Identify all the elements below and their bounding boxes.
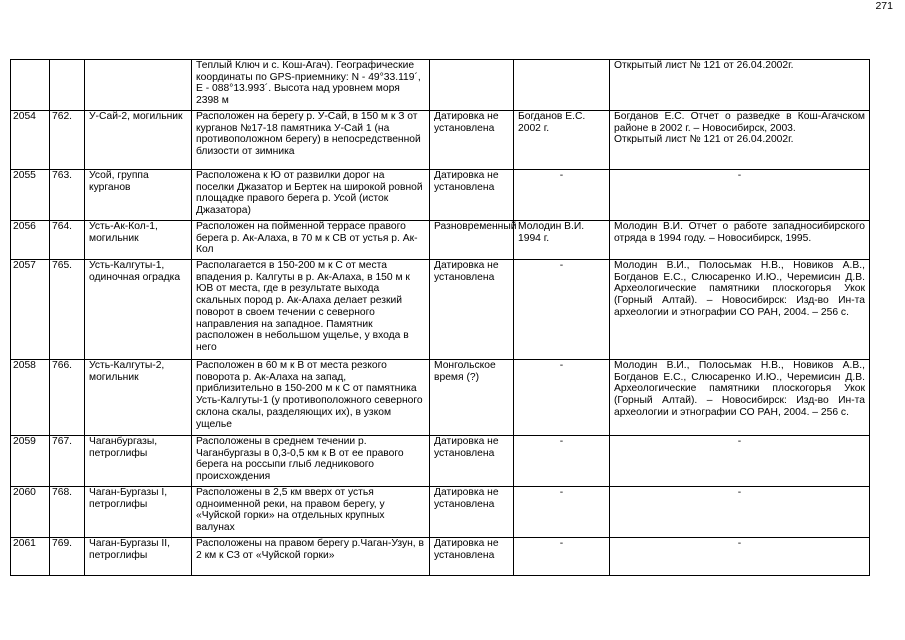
cell-source: [610, 221, 870, 260]
cell-name: [85, 60, 192, 111]
table-row: [11, 260, 870, 360]
cell-name: Усть-Калгуты-2, могильник: [85, 360, 192, 436]
cell-number: 2056: [11, 221, 50, 260]
cell-number: 2059: [11, 436, 50, 487]
table-row: [11, 360, 870, 436]
cell-sub-number: 765.: [50, 260, 85, 360]
cell-author: -: [514, 260, 610, 360]
cell-dating: Датировка не установлена: [430, 436, 514, 487]
cell-source: [610, 111, 870, 170]
table-row: [11, 487, 870, 538]
cell-author: -: [514, 170, 610, 221]
cell-dating: [430, 60, 514, 111]
cell-location: Расположены в 2,5 км вверх от устья одноименной реки, на правом берегу, у «Чуйской горки» на отдельных крупных валунах: [192, 487, 430, 538]
cell-author: -: [514, 487, 610, 538]
cell-dating: Датировка не установлена: [430, 111, 514, 170]
cell-number: 2060: [11, 487, 50, 538]
cell-dating: Датировка не установлена: [430, 538, 514, 576]
source-line: Открытый лист № 121 от 26.04.2002г.: [614, 134, 794, 146]
source-line: Открытый лист № 121 от 26.04.2002г.: [614, 60, 794, 71]
cell-source: [610, 538, 870, 576]
monuments-table: [10, 59, 870, 576]
cell-source: [610, 487, 870, 538]
cell-dating: Монгольское время (?): [430, 360, 514, 436]
source-line: Молодин В.И. Отчет о работе западносибирского отряда в 1994 году. – Новосибирск, 1995.: [614, 221, 865, 244]
cell-dating: Датировка не установлена: [430, 487, 514, 538]
cell-author: -: [514, 360, 610, 436]
source-line: -: [737, 538, 742, 549]
cell-author: Богданов Е.С. 2002 г.: [514, 111, 610, 170]
table-row: [11, 170, 870, 221]
page-number: 271: [875, 0, 893, 12]
cell-number: 2061: [11, 538, 50, 576]
table-row-continuation: [11, 60, 870, 111]
cell-location: Расположен в 60 м к В от места резкого поворота р. Ак-Алаха на запад, приблизительно в 150-200 м к С от памятника Усть-Калгуты-1 (у противоположного северного склона скалы, разделяющих их), в узком ущелье: [192, 360, 430, 436]
cell-dating: Датировка не установлена: [430, 170, 514, 221]
cell-name: Чаганбургазы, петроглифы: [85, 436, 192, 487]
table-row: [11, 538, 870, 576]
table-row: [11, 436, 870, 487]
cell-sub-number: 768.: [50, 487, 85, 538]
cell-location: Расположены в среднем течении р. Чаганбургазы в 0,3-0,5 км к В от ее правого берега на россыпи глыб ледникового происхождения: [192, 436, 430, 487]
cell-location: Располагается в 150-200 м к С от места впадения р. Калгуты в р. Ак-Алаха, в 150 м к ЮВ от места, где в результате выхода скальных пород р. Ак-Алаха делает резкий поворот в своем течении с северного направления на западное. Памятник расположен в небольшом ущелье, у входа в него: [192, 260, 430, 360]
cell-number: 2054: [11, 111, 50, 170]
cell-sub-number: 769.: [50, 538, 85, 576]
cell-dating: Датировка не установлена: [430, 260, 514, 360]
cell-number: [11, 60, 50, 111]
cell-sub-number: 763.: [50, 170, 85, 221]
cell-author: -: [514, 538, 610, 576]
cell-name: У-Сай-2, могильник: [85, 111, 192, 170]
table-row: [11, 111, 870, 170]
cell-source: [610, 260, 870, 360]
cell-location: Расположен на берегу р. У-Сай, в 150 м к З от курганов №17-18 памятника У-Сай 1 (на противоположном берегу) в непосредственной близости от зимника: [192, 111, 430, 170]
cell-location: Теплый Ключ и с. Кош-Агач). Географические координаты по GPS-приемнику: N - 49°33.119´, E - 088°13.993´. Высота над уровнем моря 2398 м: [192, 60, 430, 111]
cell-name: Чаган-Бургазы II, петроглифы: [85, 538, 192, 576]
cell-source: [610, 360, 870, 436]
source-line: Молодин В.И., Полосьмак Н.В., Новиков А.В., Богданов Е.С., Слюсаренко И.Ю., Черемисин Д.В. Археологические памятники плоскогорья Укок (Горный Алтай). – Новосибирск: Изд-во Ин-та археологии и этнографии СО РАН, 2004. – 256 с.: [614, 360, 865, 418]
cell-author: [514, 60, 610, 111]
source-line: -: [737, 436, 742, 447]
cell-location: Расположена к Ю от развилки дорог на поселки Джазатор и Бертек на широкой ровной площадке правого берега р. Усой (исток Джазатора): [192, 170, 430, 221]
table-row: [11, 221, 870, 260]
cell-sub-number: 767.: [50, 436, 85, 487]
cell-sub-number: 762.: [50, 111, 85, 170]
cell-sub-number: 764.: [50, 221, 85, 260]
cell-name: Чаган-Бургазы I, петроглифы: [85, 487, 192, 538]
cell-number: 2055: [11, 170, 50, 221]
source-line: -: [737, 170, 742, 181]
cell-name: Усть-Ак-Кол-1, могильник: [85, 221, 192, 260]
cell-name: Усть-Калгуты-1, одиночная оградка: [85, 260, 192, 360]
cell-dating: Разновременный: [430, 221, 514, 260]
cell-sub-number: 766.: [50, 360, 85, 436]
cell-source: [610, 436, 870, 487]
cell-source: [610, 60, 870, 111]
cell-number: 2058: [11, 360, 50, 436]
cell-source: [610, 170, 870, 221]
cell-author: Молодин В.И. 1994 г.: [514, 221, 610, 260]
cell-name: Усой, группа курганов: [85, 170, 192, 221]
cell-number: 2057: [11, 260, 50, 360]
source-line: Богданов Е.С. Отчет о разведке в Кош-Агачском районе в 2002 г. – Новосибирск, 2003.: [614, 111, 865, 134]
cell-author: -: [514, 436, 610, 487]
source-line: -: [737, 487, 742, 498]
cell-sub-number: [50, 60, 85, 111]
source-line: Молодин В.И., Полосьмак Н.В., Новиков А.В., Богданов Е.С., Слюсаренко И.Ю., Черемисин Д.В. Археологические памятники плоскогорья Укок (Горный Алтай). – Новосибирск: Изд-во Ин-та археологии и этнографии СО РАН, 2004. – 256 с.: [614, 260, 865, 318]
cell-location: Расположен на пойменной террасе правого берега р. Ак-Алаха, в 70 м к СВ от устья р. Ак-Кол: [192, 221, 430, 260]
cell-location: Расположены на правом берегу р.Чаган-Узун, в 2 км к СЗ от «Чуйской горки»: [192, 538, 430, 576]
